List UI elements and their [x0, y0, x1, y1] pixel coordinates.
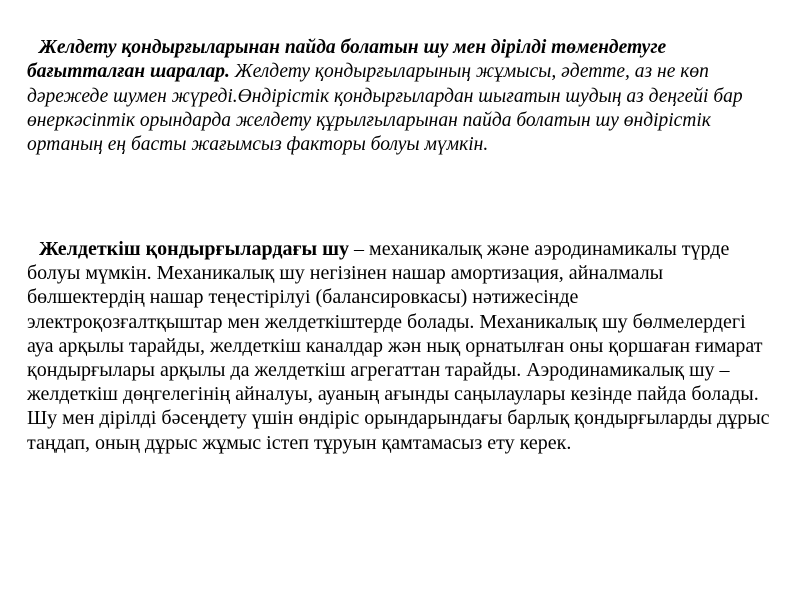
paragraph-noise-measures [27, 36, 777, 157]
paragraph-1-heading: Желдету қондырғыларынан пайда болатын шу мен дірілді төмендетуге бағытталған шаралар. [27, 37, 667, 83]
paragraph-1-body: Желдету қондырғыларының жұмысы, әдетте, аз не көп дәрежеде шумен жүреді.Өндірістік қондырғылардан шығатын шудың аз деңгейі бар өнеркәсіптік орындарда желдету құрылғыларынан пайда болатын шу өндірістік ортаның ең басты жағымсыз факторы болуы мүмкін. [27, 61, 743, 156]
paragraph-2-heading: Желдеткіш қондырғылардағы шу [39, 238, 350, 260]
paragraph-1-text [27, 37, 743, 155]
paragraph-fan-noise [27, 237, 777, 455]
paragraph-2-body: – механикалық және аэродинамикалы түрде болуы мүмкін. Механикалық шу негізінен нашар амортизация, айналмалы бөлшектердің нашар теңестірілуі (балансировкасы) нәтижесінде электроқозғалтқыштар мен желдеткіштерде болады. Механикалық шу бөлмелердегі ауа арқылы тарайды, желдеткіш каналдар жән нық орнатылған оны қоршаған ғимарат қондырғылары арқылы да желдеткіш агрегаттан тарайды. Аэродинамикалық шу – желдеткіш дөңгелегінің айналуы, ауаның ағынды саңылаулары кезінде пайда болады. Шу мен дірілді бәсеңдету үшін өндіріс орындарындағы барлық қондырғыларды дұрыс таңдап, оның дұрыс жұмыс істеп тұруын қамтамасыз ету керек. [27, 238, 770, 454]
